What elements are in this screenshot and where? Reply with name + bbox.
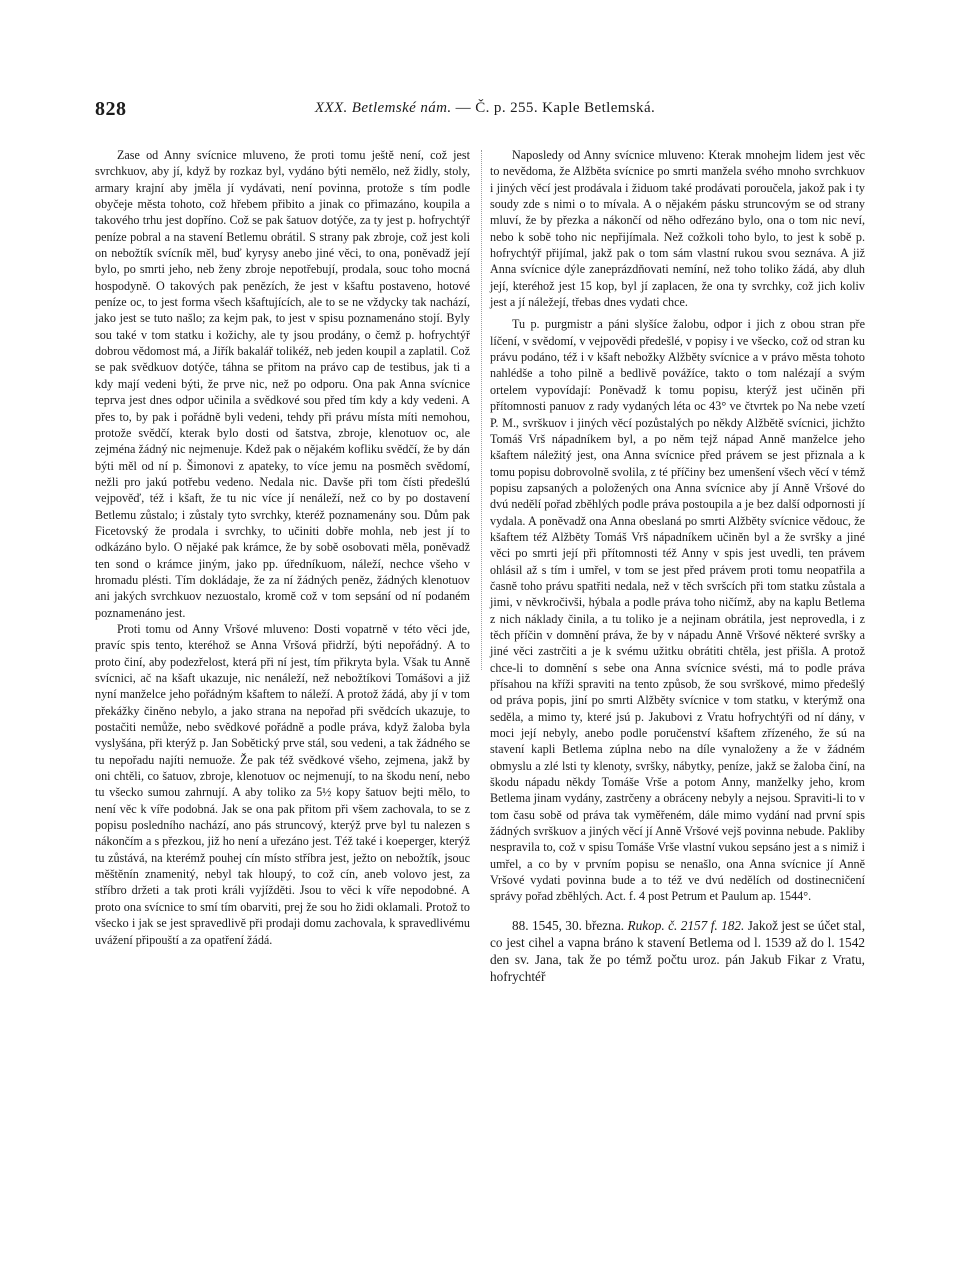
running-title-subject: — Č. p. 255. Kaple Betlemská. <box>451 100 656 116</box>
paragraph: Tu p. purgmistr a páni slyšíce žalobu, odpor i jich z obou stran pře líčení, v svědomí, v vejpovědi předešlé, v popisy i ve všecko, což od stran ku právu podáno, též i v kšaft nebožky Alžběty svícnice a v právo města tohoto nahlédše a toho pilně a bedlivě povážíce, takto o tom nalézají a svým ortelem vypovídají: Poněvadž k tomu popisu, kterýž jest učiněn při přítomnosti panuov z rady vydaných léta oc 43° ve čtvrtek po Na nebe vzetí P. M., svrškuov i jiných věcí pozůstalých po někdy Alžbětě svícnici, jichžto Tomáš Vrš nápadníkem byl, a po něm tejž nápad Anně manželce jeho kšaftem náležitý jest, ona Anna svícnice před právem se jest přiznala a k tomu popisu dobrovolně svolila, z té příčiny bez umenšení všech věcí v témž popisu zapsaných a položených ona Anna svícnice aby jí Anně Vršové do dvú nedělí pořad zběhlých podle práva postoupila a je bez další odpornosti jí vydala. A poněvadž ona Anna obeslaná po smrti Alžběty svícnice vědouc, že kšaftem též Alžběty Tomáš Vrš nápadníkem učiněn byl a že svršky a jiné věci po smrti její při přítomnosti též Anny v spis jest uvedli, ten právem ohlásil až s tím i umřel, v tom se jest před právem proti tomu neopatřila a časně toho právu spatřiti nedala, než v těch svršcích při tom statku zůstala a jimi, v něvkročivši, hýbala a podle práva toho ničímž, aby na kaplu Betlema z nich náklady činila, a tu toliko je a nejinam obrátila, jest neprovedla, i z těch příčin v domnění práva, že by v nápadu Anně Vršové některé svršky a jiné věci zastrčiti a je k svému užitku obrátiti chtěla, jest přišla. A protož chce-li to domnění s sebe ona Anna svícnice svésti, má to podle práva přísahou na kříži spraviti na tento způsob, že sou svrškové, mimo předešlý od práva popis, jiní po smrti Alžběty svícnice v tom statku, v kterýmž ona seděla, a mimo ty, které jsú p. Jakubovi z Vratu hofrychtýři od ní dány, v moci její nebyly, anebo podle poručenství kšaftem zřízeného, že sú na stavení kapli Betlema zúplna nebo na díle vynaloženy a že v žádném obmyslu a zlé lsti ty klenoty, svršky, nábytky, peníze, jakž se žaloba činí, na škodu nápadu někdy Tomáše Vrše a potom Anny, manželky jeho, krom Betlema jinam vydány, zastrčeny a obráceny nebyly a nejsou. Spraviti-li to v tom času sobě od práva tak vyměřeném, dále mimo vydání nad první spis žádných svrškuov a jiných věcí jí Anně Vršové vejš povinna nebude. Pakliby nespravila to, což v spisu Tomáše Vrše vlastní vukou sepsáno jest a s nimiž i umřel, a co by v prvním popisu se nenašlo, ona Anna svícnice jí Anně Vršové vydati povinna bude a to též ve dvú nedělích od dostinecničení správy pořad zběhlých. Act. f. 4 post Petrum et Paulum ap. 1544°. <box>490 317 865 904</box>
running-title <box>95 100 875 117</box>
entry-source: Rukop. č. 2157 f. 182. <box>627 917 745 933</box>
column-divider <box>481 150 482 670</box>
entry-number-date: 88. 1545, 30. března. <box>512 917 625 933</box>
paragraph: Proti tomu od Anny Vršové mluveno: Dosti vopatrně v této věci jde, pravíc spis tento, kteréhož se Anna Vršová přidrží, býti nepořádný. A to proto činí, aby podezřelost, která při ní jest, tím přikryta byla. Však tu Anně svícnici, ač na kšaft ukazuje, nic nenáleží, než nebožtíkovi Tomášovi a již nyní manželce jeho pořádným kšaftem to náleží. A protož žádá, aby jí v tom překážky činěno nebylo, a jako strana na nepořad při svědcích ukazuje, to postačiti nemůže, nebo svědkové pořádně a podle práva, když žaloba byla vyslyšána, při kterýž p. Jan Sobětický prve stál, sou vedeni, a tak žádného se tu nepořadu najíti nemuože. Že pak též svědkové všeho, zejmena, jakž by oni chtěli, co šatuov, zbroje, klenotuov oc nejmenují, to na škodu není, nebo tu všecko sumou zahrnují. A aby toliko za 5½ kopy šatuov bejti mělo, to není věc k víře podobná. Jak se ona pak přitom při všem zachovala, to se z popisu posledního nachází, ano pás struncový, kterýž prve byl tu nalezen s nákončím a s přezkou, již ho není a uřezáno jest. Též také i koeperger, kterýž tu zůstává, na kterémž pouhej cín místo stříbra jest, ježto on nebožtík, jsouc měštěnín znamenitý, nebyl tak hloupý, to což cín, aneb volovo jest, za stříbro držeti a tak proti králi vyjížděti. Jsou to věci k víře nepodobné. A proto ona svícnice to smí tím obarviti, prej že sou ho židi oklamali. Protož to všecko i jak se jest spravedlivě při prodaji domu zachovala, k spravedlivému uvážení připouští a za opatření žádá. <box>95 621 470 947</box>
paragraph: Naposledy od Anny svícnice mluveno: Kterak mnohejm lidem jest věc to nevědoma, že Alžběta svícnice po smrti manžela svého mnoho svrchkuov i jiných věcí jest prodávala i židuom také prodávati poroučela, jakož pak i ty soudy zde s nimi o to mívala. A o nějakém pásku struncovým se od strany mluví, že by přezka a nákončí od něho odřezáno bylo, ona o tom nic neví, nebo k sobě toho nic nepřijímala. Než cožkoli toho bylo, to jest k sobě p. hofrychtýř přijímal, jakž pak o tom sám vlastní rukou svou seznáva. A již Anna svícnice dýle zaneprázdňovati nemíní, než toho toliko žádá, aby dluh její, kteréhož jest 15 kop, byl jí zaplacen, že ona ty svrchky, což jich koliv jest a jí náležejí, třebas dnes vydati chce. <box>490 148 865 310</box>
page-number: 828 <box>95 98 127 120</box>
running-title-section: XXX. Betlemské nám. <box>314 100 452 116</box>
entry-text: Jakož jest se účet stal, co jest cihel a vapna bráno k stavení Betlema od l. 1539 až do l. 1542 den sv. Jana, tak že po témž počtu uroz. pán Jakub Fikar z Vratu, hofrychtéř <box>490 917 866 985</box>
page-header <box>95 98 875 124</box>
right-column <box>490 147 865 986</box>
paragraph: Zase od Anny svícnice mluveno, že proti tomu ještě není, což jest svrchkuov, aby jí, když by rozkaz byl, vydáno býti nemělo, než židly, stoly, armary krajní aby jměla jí vydávati, není povinna, protože s tím podle obyčeje města tohoto, což hřebem přibito a jinak co přimazáno, koupila a takového trhu jest dopříno. Což se pak šatuov dotýče, za ty jest p. hofrychtýř peníze pobral a na stavení Betlemu obrátil. S strany pak zbroje, což jest koli on nebožtík svícník měl, buď kyrysy anebo jiné věci, to ona, poněvadž její bylo, po smrti jeho, neb ženy zbroje nepotřebují, prodala, souc toho mocná hospodyně. O takových pak penězích, že jest v kšaftu postaveno, hotové peníze oc, to jest forma všech kšaftujících, ale to se ne vždycky tak nachází, jako jest se tuto našlo; za kejm pak, to jest v spisu poznamenáno stojí. Byly sou také v tom statku i kožichy, ale ty jsou prodány, o čemž p. hofrychtýř dobrou vědomost má, a Jiřík bakalář tolikéž, neb jeden koupil a zaplatil. Což se pak svědkuov dotýče, táhna se přitom na právo cap de testibus, jak ti a kdy mají vedeni býti, že prve nic, než po odporu. Ona pak Anna svícnice teprva jest dnes odpor učinila a svědkové sou před tím kdy a kdy vedeni. A přes to, by pak i pořádně byli vedeni, tehdy při právu místa míti nemohou, protože svědčí, kterak bylo dosti od šatstva, zbroje, klenotuov oc, ale zejména žádný nic nejmenuje. Kdež pak o nějakém kofliku svědčí, že by dán býti měl od ní p. Šimonovi z apateky, to více jemu na posměch svědomí, nežli pro jakú potřebu vedeno. Nedala nic. Davše při tom čísti předešlú vejpověď, též i kšaft, že tu nic více jí nenáleží, než co by po dostavení Betlemu zůstalo; i zůstaly tyto svrchky, kteréž poznamenány sou. Dům pak Ficetovský že prodala i svrchky, to učiniti dobře mohla, neb jest jí to odkázáno bylo. O nějaké pak krámce, že by sobě osobovati měla, poněvadž ten sond o krámce jiným, jako pp. úředníkuom, náleží, nechce všeho v hromadu plésti. Tím dokládaje, že za ní žádných peněz, žádných klenotuov ani jakých svrchkuov nezuostalo, kromě což v tom sepsání od ní podaném poznamenáno jest. <box>95 148 470 620</box>
left-column <box>95 147 470 948</box>
entry-paragraph <box>490 917 865 986</box>
